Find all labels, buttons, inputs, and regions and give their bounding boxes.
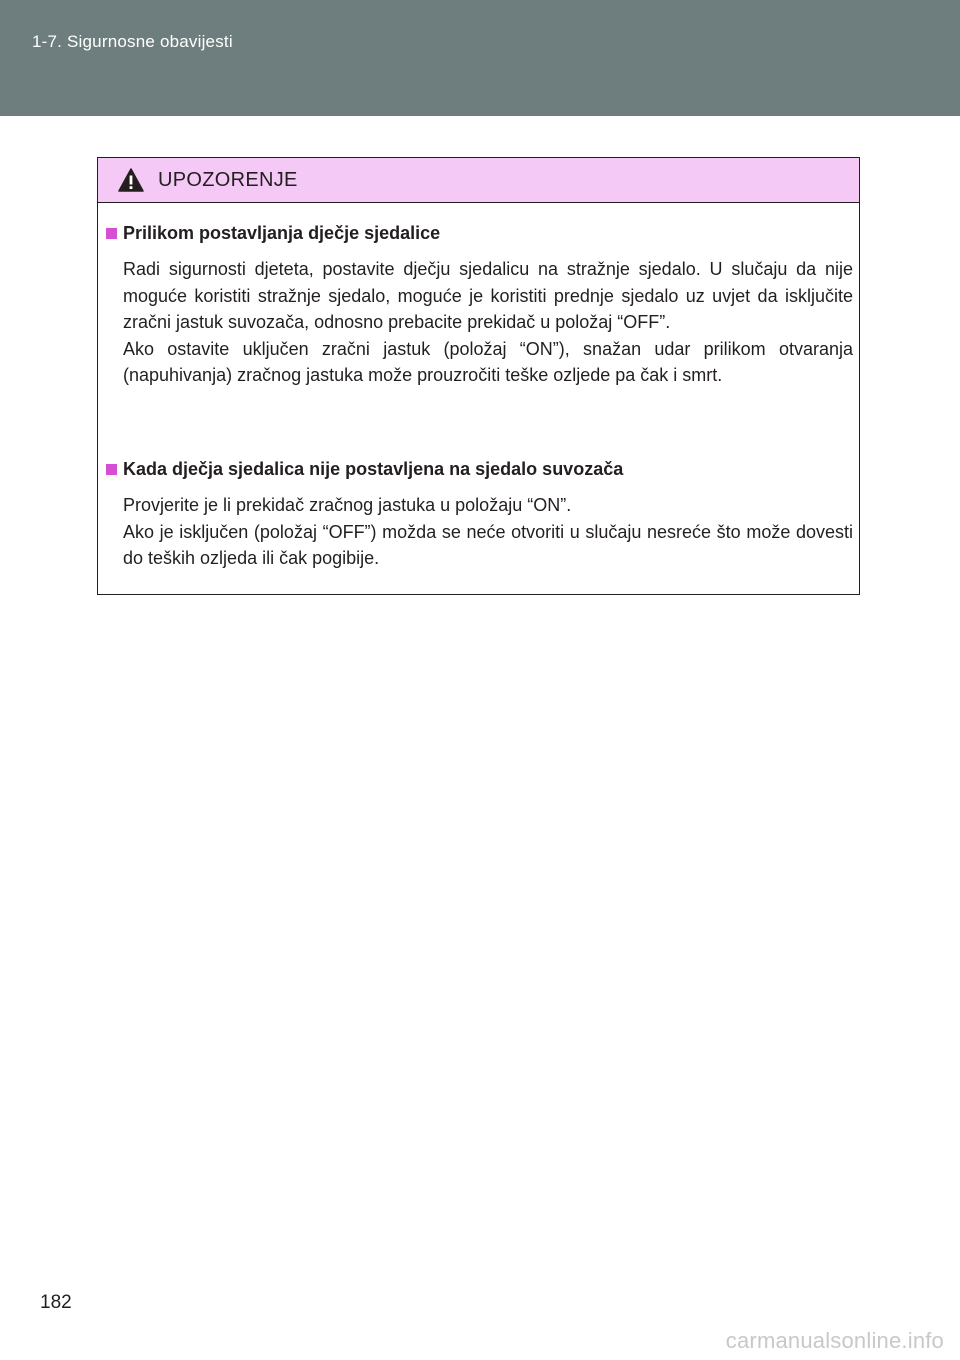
paragraph: Ako je isključen (položaj “OFF”) možda se neće otvoriti u slučaju nesreće što može dovesti do teških ozljeda ili čak pogibije. xyxy=(123,521,853,568)
section-body xyxy=(123,256,853,389)
section-heading-text: Prilikom postavljanja dječje sjedalice xyxy=(123,222,441,243)
section-heading xyxy=(106,456,853,482)
warning-header xyxy=(98,158,859,203)
paragraph: Ako ostavite uključen zračni jastuk (položaj “ON”), snažan udar prilikom otvaranja (napuhivanja) zračnog jastuka može prouzročiti teške ozljede pa čak i smrt. xyxy=(123,338,853,385)
paragraph: Radi sigurnosti djeteta, postavite dječju sjedalicu na stražnje sjedalo. U slučaju da nije moguće koristiti stražnje sjedalo, moguće je koristiti prednje sjedalo uz uvjet da isključite zračni jastuk suvozača, odnosno prebacite prekidač u položaj “OFF”. xyxy=(123,259,853,332)
section-heading xyxy=(106,220,853,246)
square-bullet-icon xyxy=(106,464,117,475)
warning-title: UPOZORENJE xyxy=(158,169,298,191)
warning-triangle-icon xyxy=(118,168,144,192)
watermark: carmanualsonline.info xyxy=(725,1328,944,1353)
warning-section xyxy=(98,220,861,389)
section-body xyxy=(123,492,853,572)
header-bar xyxy=(0,0,960,116)
page-number: 182 xyxy=(40,1292,72,1313)
section-title: 1-7. Sigurnosne obavijesti xyxy=(32,32,233,51)
warning-section xyxy=(98,456,861,572)
warning-box xyxy=(97,157,860,595)
paragraph: Provjerite je li prekidač zračnog jastuka u položaju “ON”. xyxy=(123,495,572,515)
square-bullet-icon xyxy=(106,228,117,239)
section-heading-text: Kada dječja sjedalica nije postavljena na sjedalo suvozača xyxy=(123,458,624,479)
